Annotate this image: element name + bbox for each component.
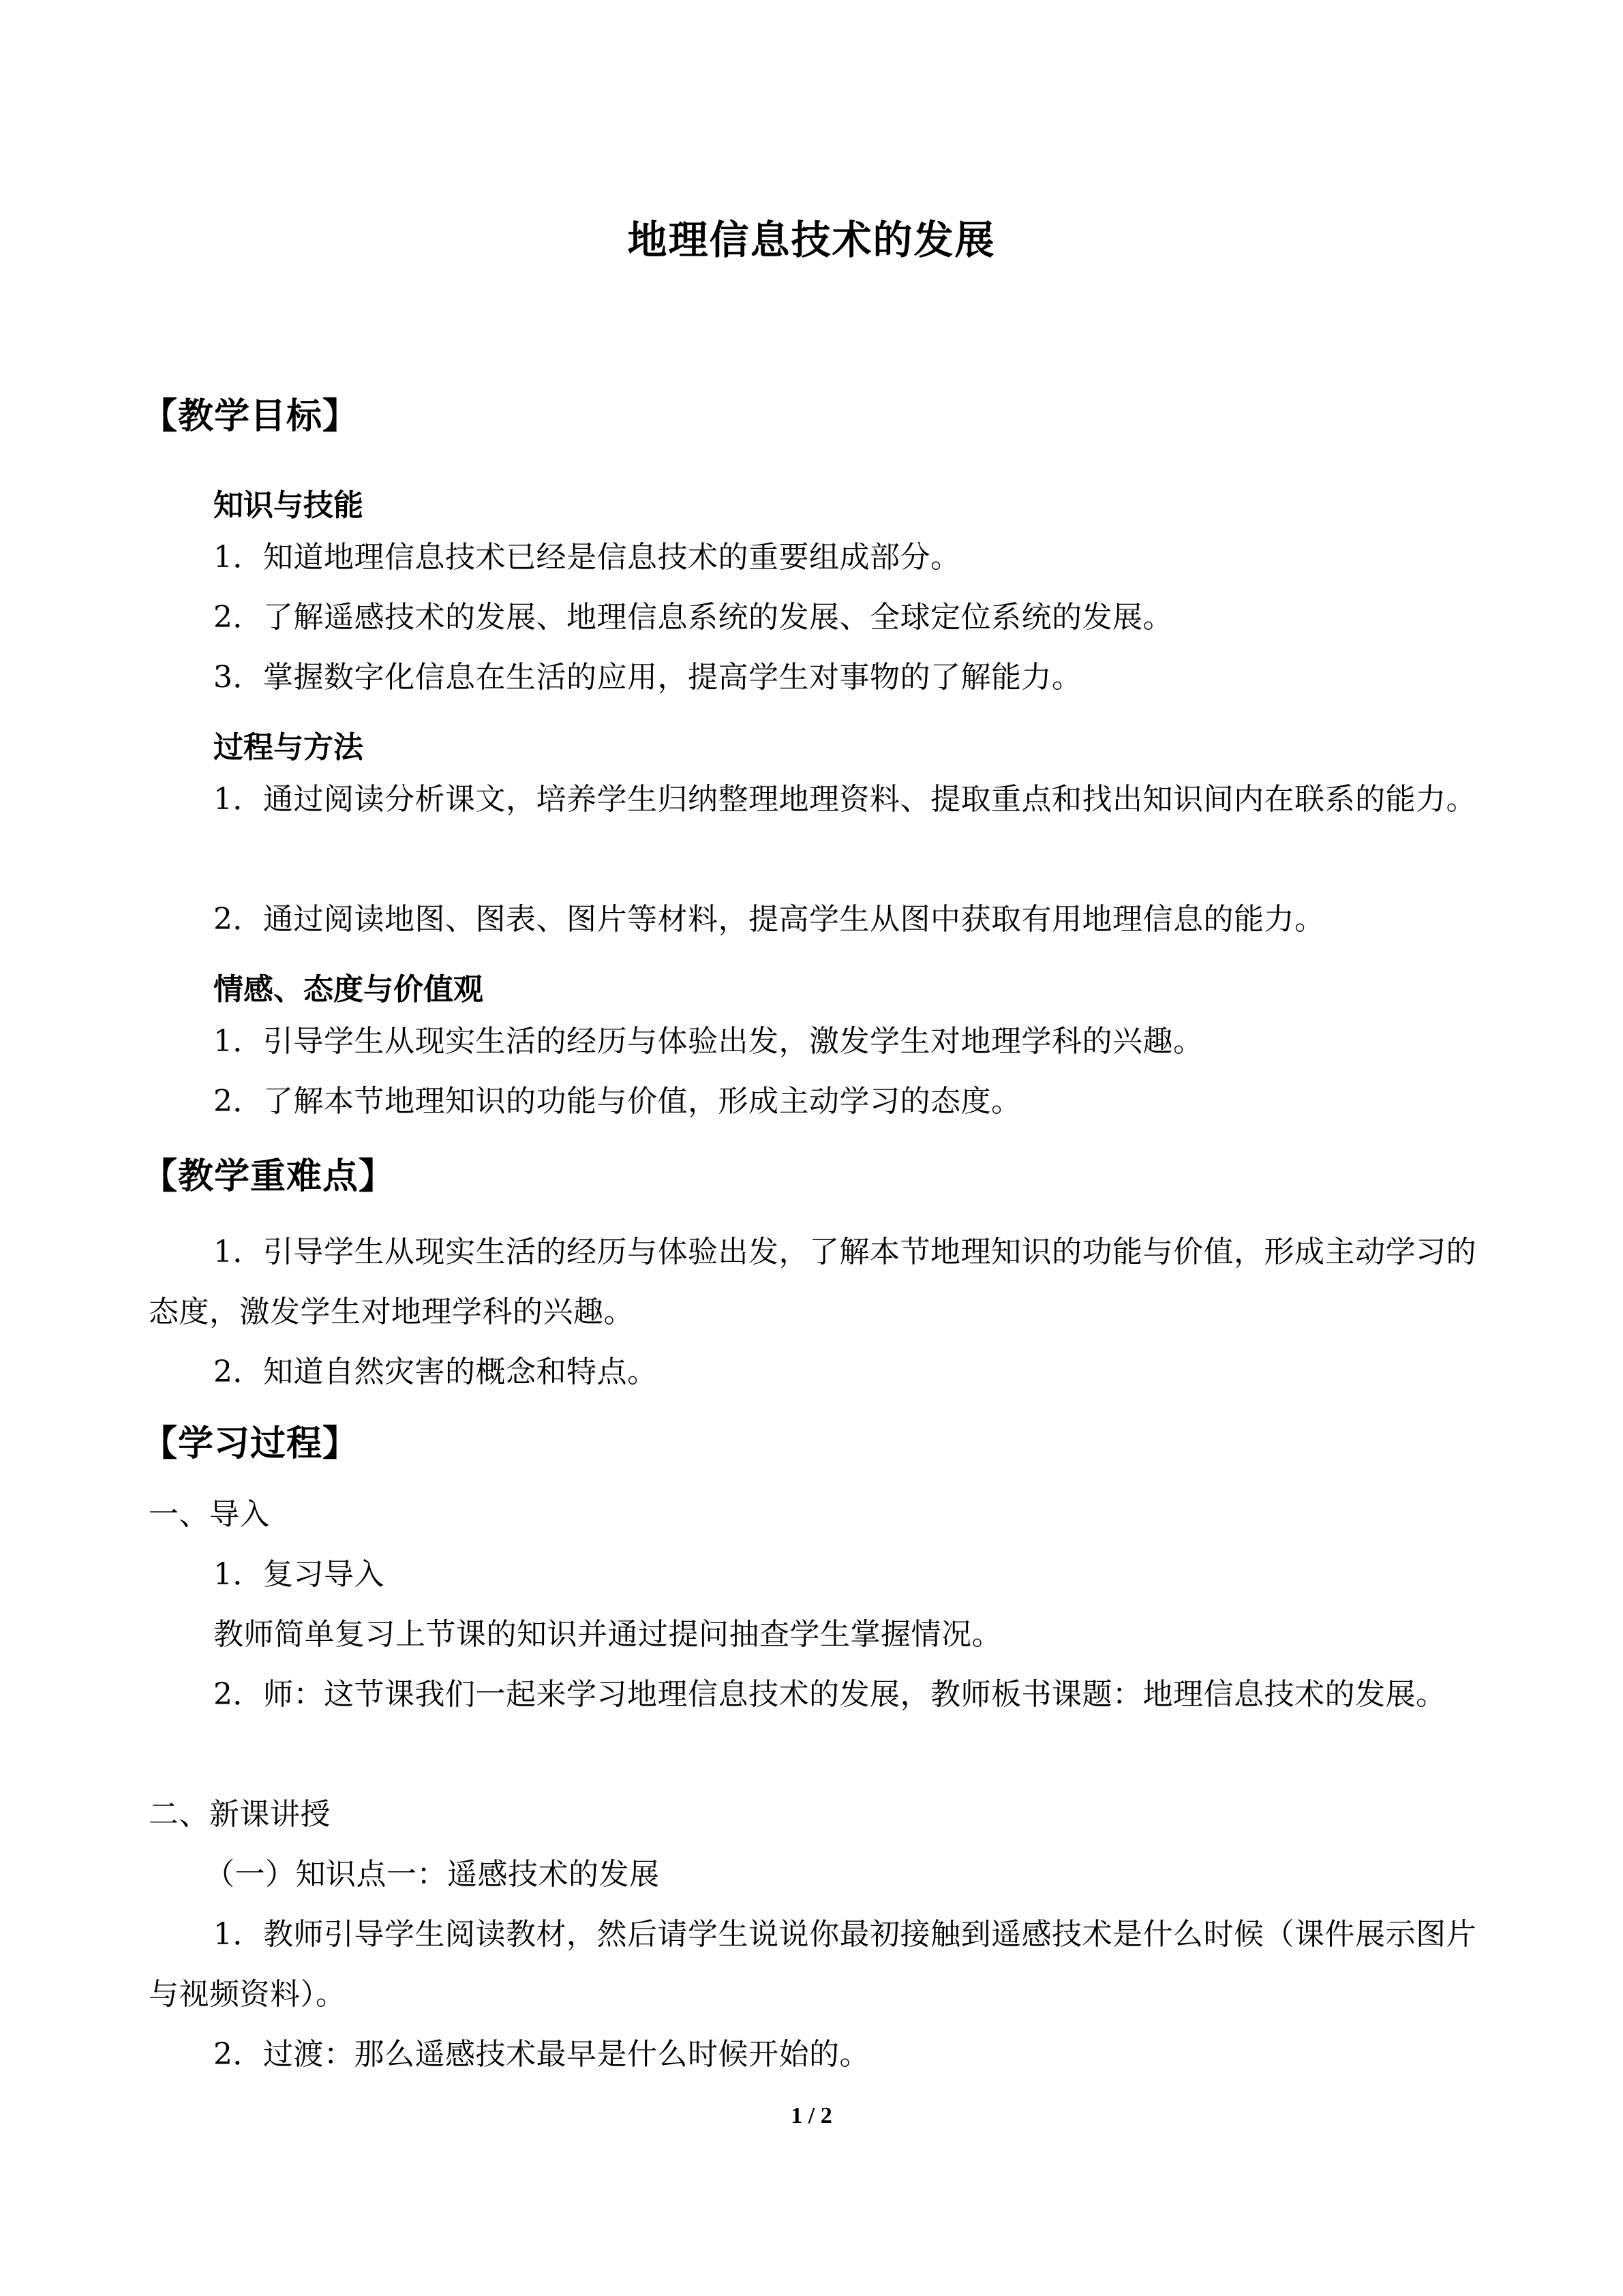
process-step2: 2．师：这节课我们一起来学习地理信息技术的发展，教师板书课题：地理信息技术的发展。 — [213, 1677, 1446, 1712]
process-step1: 1．复习导入 — [213, 1557, 384, 1592]
section-heading-keypoints: 【教学重难点】 — [142, 1155, 395, 1197]
goal-knowledge-2: 2．了解遥感技术的发展、地理信息系统的发展、全球定位系统的发展。 — [213, 600, 1173, 635]
goal-knowledge-3: 3．掌握数字化信息在生活的应用，提高学生对事物的了解能力。 — [213, 660, 1082, 695]
process-part1-label: 一、导入 — [149, 1497, 270, 1532]
subheading-knowledge: 知识与技能 — [213, 488, 363, 523]
subheading-process: 过程与方法 — [213, 730, 363, 765]
section-heading-process: 【学习过程】 — [142, 1423, 359, 1464]
page-number: 1 / 2 — [791, 2103, 832, 2128]
process-item1: 1．教师引导学生阅读教材，然后请学生说说你最初接触到遥感技术是什么时候（课件展示图片与视频资料）。 — [149, 1917, 1476, 2012]
process-step1-text: 教师简单复习上节课的知识并通过提问抽查学生掌握情况。 — [213, 1617, 1002, 1652]
goal-emotion-2: 2．了解本节地理知识的功能与价值，形成主动学习的态度。 — [213, 1084, 1022, 1119]
goal-process-2: 2．通过阅读地图、图表、图片等材料，提高学生从图中获取有用地理信息的能力。 — [213, 902, 1325, 937]
keypoint-1: 1．引导学生从现实生活的经历与体验出发，了解本节地理知识的功能与价值，形成主动学习的态度，激发学生对地理学科的兴趣。 — [149, 1235, 1476, 1329]
process-point1: （一）知识点一：遥感技术的发展 — [204, 1857, 660, 1892]
subheading-emotion: 情感、态度与价值观 — [213, 972, 483, 1007]
goal-process-1: 1．通过阅读分析课文，培养学生归纳整理地理资料、提取重点和找出知识间内在联系的能力。 — [213, 782, 1476, 817]
keypoint-2: 2．知道自然灾害的概念和特点。 — [213, 1355, 658, 1389]
document-title: 地理信息技术的发展 — [627, 217, 996, 263]
process-part2-label: 二、新课讲授 — [149, 1797, 331, 1832]
process-item2: 2．过渡：那么遥感技术最早是什么时候开始的。 — [213, 2037, 870, 2072]
section-heading-goals: 【教学目标】 — [142, 395, 359, 437]
goal-emotion-1: 1．引导学生从现实生活的经历与体验出发，激发学生对地理学科的兴趣。 — [213, 1024, 1204, 1059]
goal-knowledge-1: 1．知道地理信息技术已经是信息技术的重要组成部分。 — [213, 540, 961, 575]
